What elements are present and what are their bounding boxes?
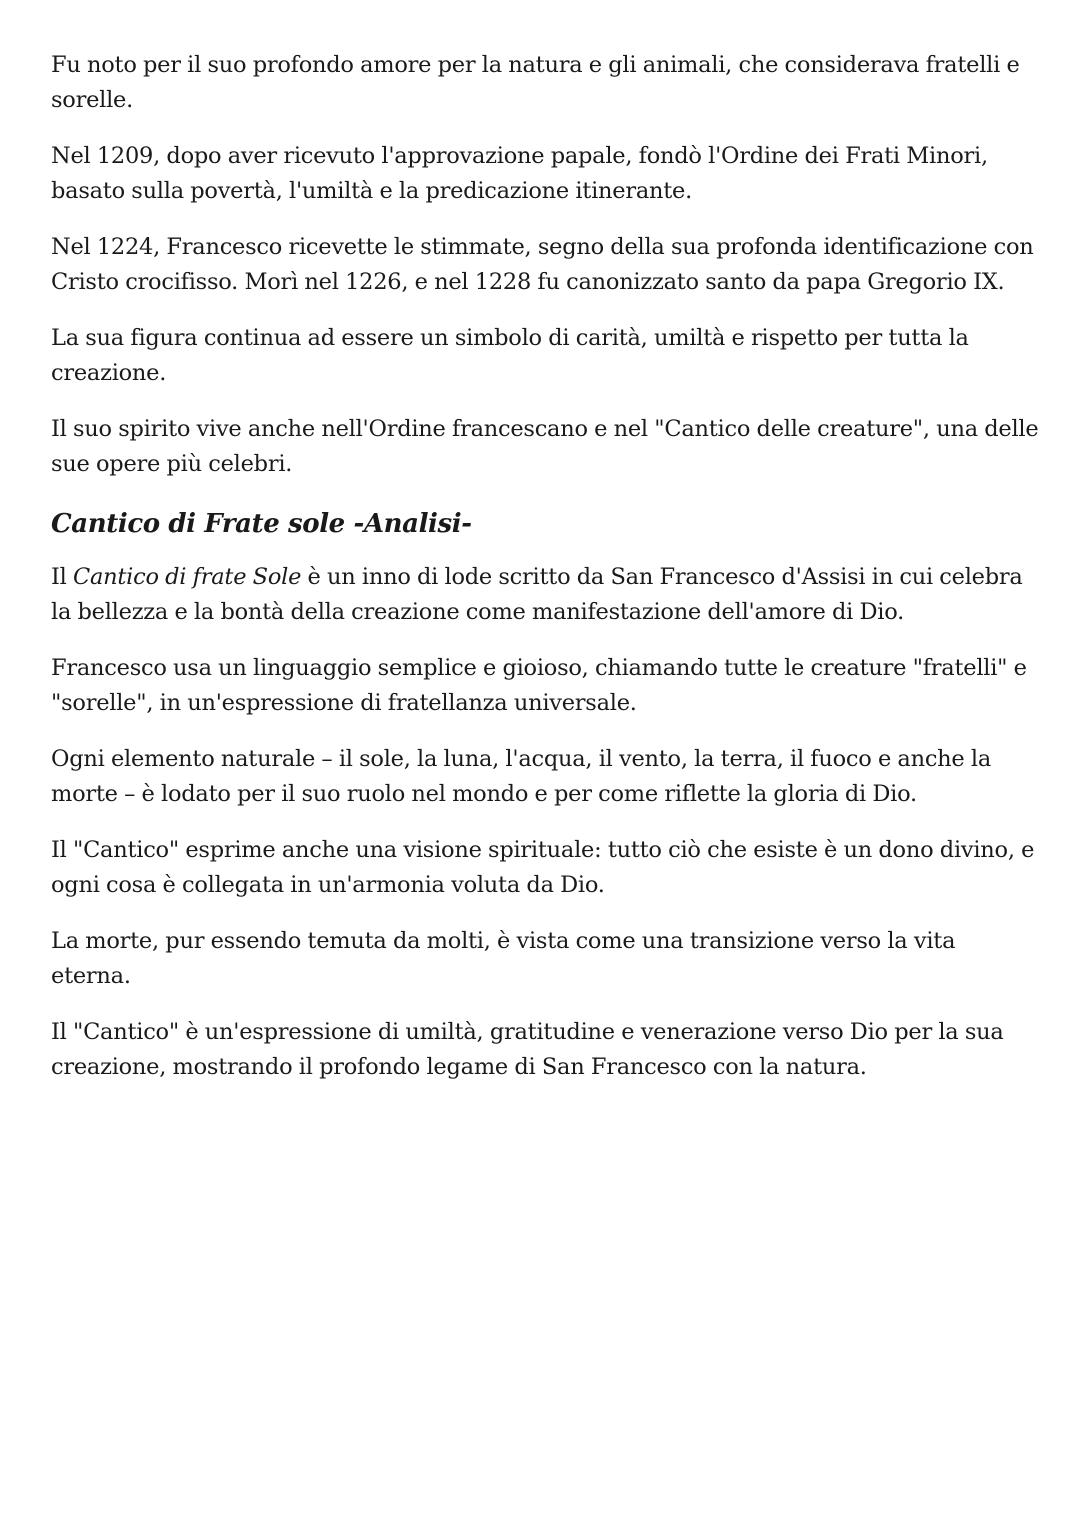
paragraph-order-founding: Nel 1209, dopo aver ricevuto l'approvazione papale, fondò l'Ordine dei Frati Minori, basato sulla povertà, l'umiltà e la predicazione itinerante.	[51, 143, 988, 204]
analysis-intro-after: è un inno di lode scritto da San Francesco d'Assisi in cui celebra la bellezza e la bontà della creazione come manifestazione dell'amore di Dio.	[51, 564, 1023, 625]
paragraph-language: Francesco usa un linguaggio semplice e gioioso, chiamando tutte le creature "fratelli" e "sorelle", in un'espressione di fratellanza universale.	[51, 655, 1027, 716]
document-page	[51, 48, 1041, 1085]
paragraph-stigmata: Nel 1224, Francesco ricevette le stimmate, segno della sua profonda identificazione con Cristo crocifisso. Morì nel 1226, e nel 1228 fu canonizzato santo da papa Gregorio IX.	[51, 234, 1034, 295]
paragraph-conclusion: Il "Cantico" è un'espressione di umiltà, gratitudine e venerazione verso Dio per la sua creazione, mostrando il profondo legame di San Francesco con la natura.	[51, 1019, 1004, 1080]
paragraph-nature-love: Fu noto per il suo profondo amore per la natura e gli animali, che considerava fratelli e sorelle.	[51, 52, 1020, 113]
analysis-intro-title-italic: Cantico di frate Sole	[73, 564, 302, 590]
paragraph-spiritual-vision: Il "Cantico" esprime anche una visione spirituale: tutto ciò che esiste è un dono divino, e ogni cosa è collegata in un'armonia voluta da Dio.	[51, 837, 1035, 898]
paragraph-death: La morte, pur essendo temuta da molti, è vista come una transizione verso la vita eterna.	[51, 928, 956, 989]
paragraph-elements: Ogni elemento naturale – il sole, la luna, l'acqua, il vento, la terra, il fuoco e anche la morte – è lodato per il suo ruolo nel mondo e per come riflette la gloria di Dio.	[51, 746, 991, 807]
paragraph-legacy: La sua figura continua ad essere un simbolo di carità, umiltà e rispetto per tutta la creazione.	[51, 325, 969, 386]
section-title: Cantico di Frate sole -Analisi-	[51, 509, 472, 539]
analysis-intro-before: Il	[51, 564, 73, 590]
paragraph-analysis-intro	[51, 560, 1041, 630]
paragraph-spirit: Il suo spirito vive anche nell'Ordine francescano e nel "Cantico delle creature", una delle sue opere più celebri.	[51, 416, 1039, 477]
